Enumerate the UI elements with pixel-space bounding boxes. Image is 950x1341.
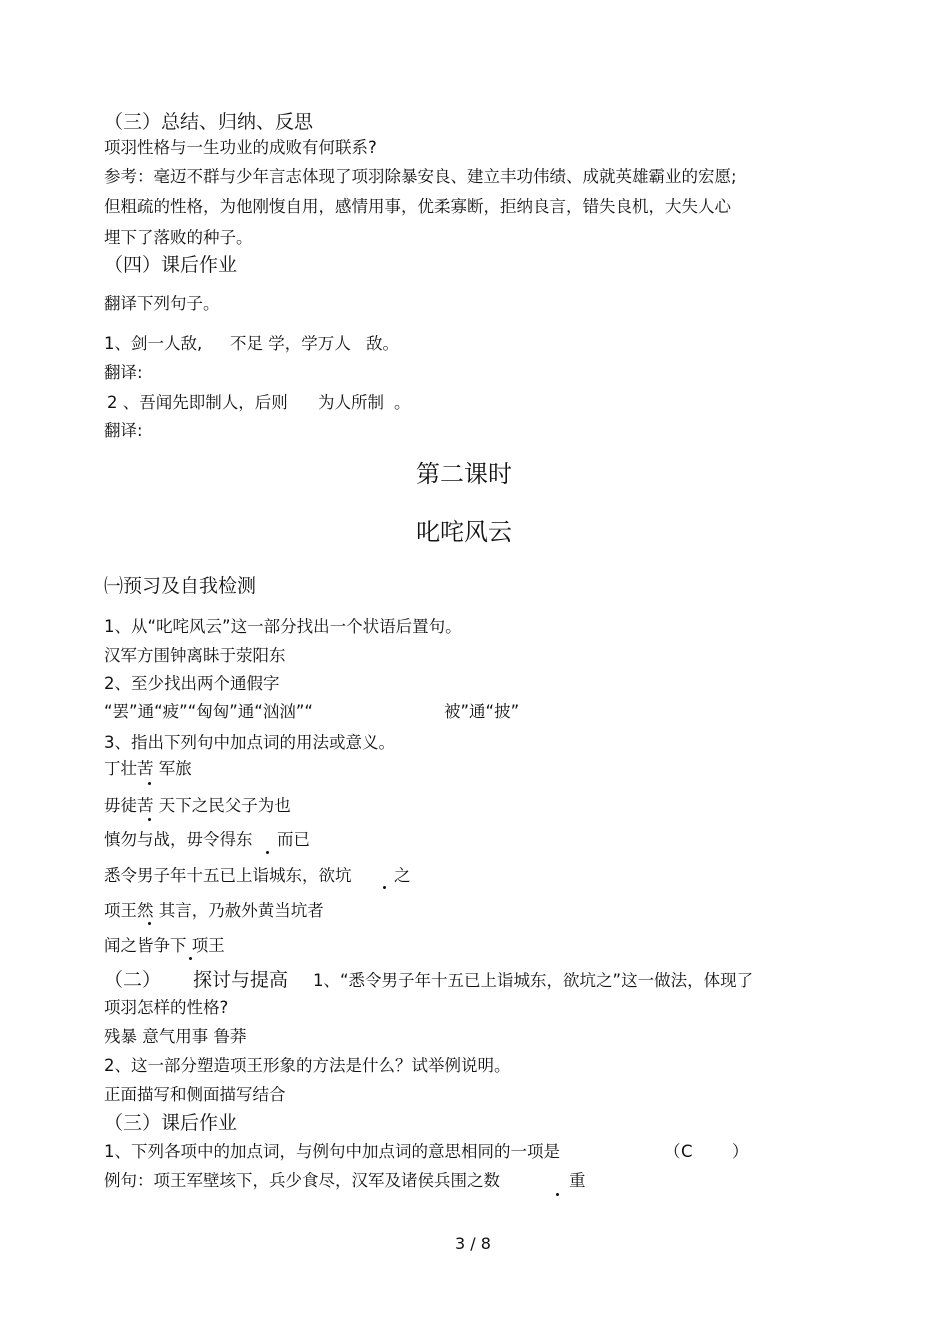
question-text: 项羽怎样的性格?	[104, 998, 229, 1017]
example-line: 而已	[277, 830, 310, 849]
lesson-heading: 第二课时	[416, 460, 512, 488]
answer-paren: （	[664, 1142, 681, 1161]
sentence-text: 2 、吾闻先即制人，后则	[107, 393, 288, 412]
answer-choice: C	[681, 1142, 693, 1161]
example-line: 闻之皆争下 项王	[104, 936, 225, 955]
question-text: 2、这一部分塑造项王形象的方法是什么？试举例说明。	[104, 1056, 511, 1075]
sentence-text: 不足 学，学万人	[230, 334, 351, 353]
answer-text: 汉军方围钟离眛于荥阳东	[104, 646, 286, 665]
section-title-discussion: （二）	[104, 969, 162, 991]
question-text: 1、从“叱咤风云”这一部分找出一个状语后置句。	[104, 617, 462, 636]
reference-line: 但粗疏的性格，为他刚愎自用，感情用事，优柔寡断，拒纳良言，错失良机，大失人心	[104, 197, 731, 216]
lesson-subheading: 叱咤风云	[416, 518, 512, 546]
question-text: 2、至少找出两个通假字	[104, 674, 280, 693]
section-title-homework-2: （三）课后作业	[104, 1112, 238, 1134]
sentence-text: 。	[394, 393, 411, 412]
answer-paren: ）	[732, 1142, 749, 1161]
answer-text: 正面描写和侧面描写结合	[104, 1085, 286, 1104]
page-number: 3 / 8	[455, 1234, 491, 1253]
section-title-preview: ㈠预习及自我检测	[104, 575, 257, 597]
example-line: 之	[394, 866, 411, 885]
question-text: 1、下列各项中的加点词，与例句中加点词的意思相同的一项是	[104, 1142, 560, 1161]
question-text: 项羽性格与一生功业的成败有何联系?	[104, 138, 377, 157]
answer-text: “罢”通“疲”“匈匈”通“汹汹”“	[104, 702, 313, 721]
example-sentence: 重	[569, 1171, 586, 1190]
example-line: 慎勿与战，毋令得东	[104, 830, 253, 849]
sentence-text: 1、剑一人敌,	[104, 334, 203, 353]
emphasis-dot	[556, 1193, 559, 1196]
example-line: 毋徒苦 天下之民父子为也	[104, 796, 291, 815]
emphasis-dot	[189, 957, 192, 960]
emphasis-dot	[148, 782, 151, 785]
reference-line: 埋下了落败的种子。	[104, 228, 253, 247]
sentence-text: 敌。	[366, 334, 399, 353]
emphasis-dot	[148, 922, 151, 925]
section-title-discussion: 探讨与提高	[193, 969, 289, 991]
reference-line: 参考：毫迈不群与少年言志体现了项羽除暴安良、建立丰功伟绩、成就英雄霸业的宏愿;	[104, 167, 737, 186]
sentence-text: 为人所制	[318, 393, 384, 412]
question-text: 3、指出下列句中加点词的用法或意义。	[104, 733, 395, 752]
example-line: 项王然 其言，乃赦外黄当坑者	[104, 901, 324, 920]
emphasis-dot	[383, 886, 386, 889]
section-title-homework: （四）课后作业	[104, 254, 238, 276]
answer-text: 被”通“披”	[444, 702, 520, 721]
instruction-text: 翻译下列句子。	[104, 294, 220, 313]
section-title-summary: （三）总结、归纳、反思	[104, 111, 314, 133]
example-line: 悉令男子年十五已上诣城东，欲坑	[104, 866, 352, 885]
question-text: 1、“悉令男子年十五已上诣城东，欲坑之”这一做法，体现了	[313, 971, 754, 990]
example-sentence: 例句：项王军壁垓下，兵少食尽，汉军及诸侯兵围之数	[104, 1171, 500, 1190]
translate-label: 翻译:	[104, 421, 143, 440]
emphasis-dot	[266, 851, 269, 854]
emphasis-dot	[148, 818, 151, 821]
translate-label: 翻译:	[104, 363, 143, 382]
example-line: 丁壮苦 军旅	[104, 759, 192, 778]
answer-text: 残暴 意气用事 鲁莽	[104, 1027, 247, 1046]
